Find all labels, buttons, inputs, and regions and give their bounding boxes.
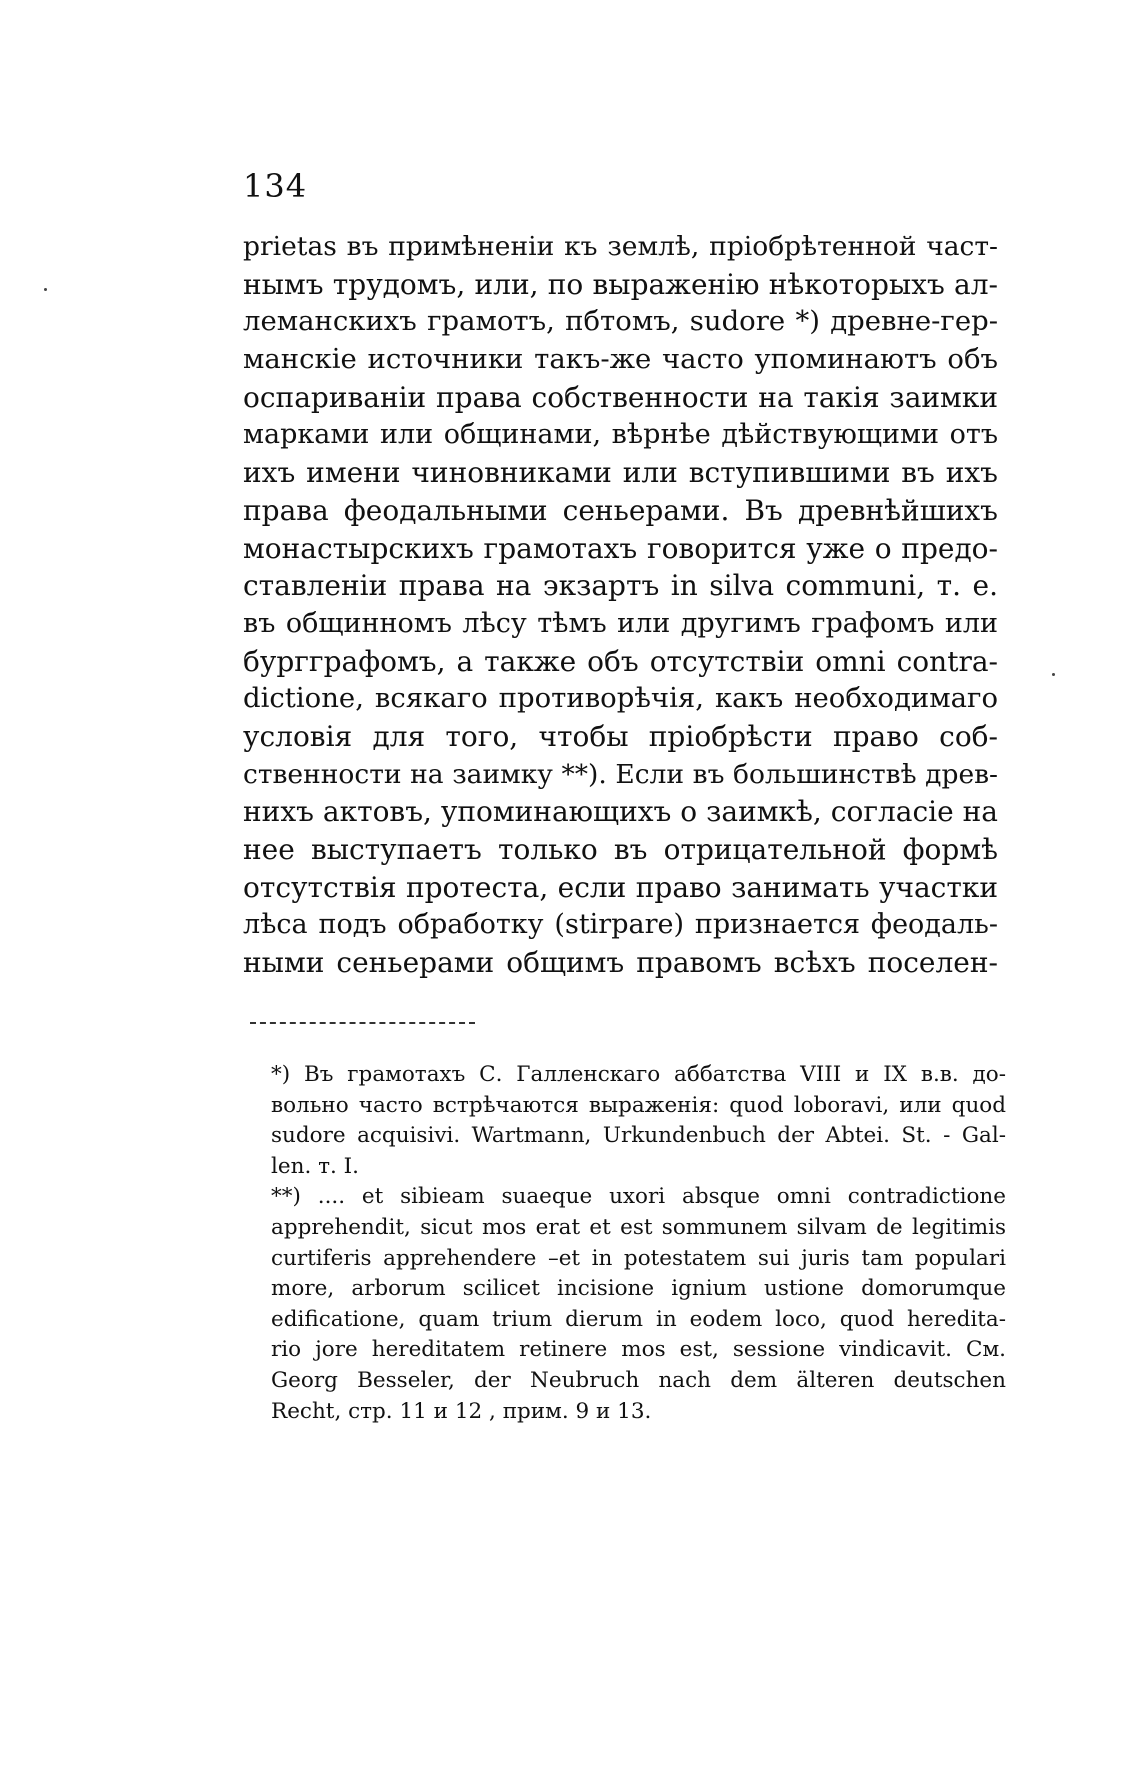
body-line: ихъ имени чиновниками или вступившими въ ихъ (243, 456, 998, 490)
body-line: ставленіи права на экзартъ in silva communi, т. е. (243, 569, 998, 603)
footnote-2-line: **) .... et sibieam suaeque uxori absque omni contradictione (271, 1184, 1006, 1210)
body-text (243, 228, 998, 982)
scan-speck (1052, 673, 1055, 676)
footnote-2-line: Recht, стр. 11 и 12 , прим. 9 и 13. (271, 1398, 652, 1424)
footnote-1-line: sudore acquisivi. Wartmann, Urkundenbuch der Abtei. St. - Gal- (271, 1123, 1006, 1149)
body-line: prietas въ примѣненіи къ землѣ, пріобрѣтенной част- (243, 231, 998, 262)
scan-speck (44, 288, 47, 291)
footnote-2-line: Georg Besseler, der Neubruch nach dem älteren deutschen (271, 1367, 1006, 1393)
body-line: условія для того, чтобы пріобрѣсти право соб- (243, 719, 998, 753)
body-line: ными сеньерами общимъ правомъ всѣхъ поселен- (243, 946, 998, 980)
footnote-2-line: curtiferis apprehendere –et in potestatem sui juris tam populari (271, 1245, 1006, 1271)
page-number: 134 (243, 167, 308, 205)
body-line: нихъ актовъ, упоминающихъ о заимкѣ, согласіе на (243, 795, 998, 829)
body-line: марками или общинами, вѣрнѣе дѣйствующими отъ (243, 419, 998, 451)
body-line: лѣса подъ обработку (stirpare) признается феодаль- (243, 909, 998, 941)
body-line: леманскихъ грамотъ, пбтомъ, sudore *) древне-гер- (243, 305, 998, 338)
body-line: нее выступаетъ только въ отрицательной формѣ (243, 833, 998, 866)
body-line: dictione, всякаго противорѣчія, какъ необходимаго (243, 682, 998, 715)
body-line: оспариваніи права собственности на такія заимки (243, 380, 998, 414)
body-line: монастырскихъ грамотахъ говорится уже о предо- (243, 531, 998, 565)
body-line: въ общинномъ лѣсу тѣмъ или другимъ графомъ или (243, 607, 998, 639)
footnote-2-line: rio jore hereditatem retinere mos est, sessione vindicavit. См. (271, 1337, 1006, 1363)
footnote-2-line: more, arborum scilicet incisione ignium ustione domorumque (271, 1276, 1006, 1302)
footnote-1-line: *) Въ грамотахъ С. Галленскаго аббатства VIII и IX в.в. до- (271, 1062, 1006, 1087)
footnote-1-line: вольно часто встрѣчаются выраженія: quod loboravi, или quod (271, 1092, 1006, 1118)
body-line: нымъ трудомъ, или, по выраженію нѣкоторыхъ ал- (243, 267, 998, 301)
footnote-1-line: len. т. I. (271, 1153, 360, 1179)
body-line: права феодальными сеньерами. Въ древнѣйшихъ (243, 493, 998, 527)
body-line: отсутствія протеста, если право занимать участки (243, 870, 998, 904)
footnote-2-line: apprehendit, sicut mos erat et est sommunem silvam de legitimis (271, 1214, 1006, 1240)
body-line: бургграфомъ, а также объ отсутствіи omni contra- (243, 644, 998, 678)
body-line: ственности на заимку **). Если въ большинствѣ древ- (243, 758, 998, 790)
body-line: манскіе источники такъ-же часто упоминаютъ объ (243, 343, 998, 376)
footnote-2-line: edificatione, quam trium dierum in eodem loco, quod heredita- (271, 1306, 1006, 1332)
footnote-separator (250, 1022, 475, 1024)
footnotes (271, 1060, 1006, 1427)
